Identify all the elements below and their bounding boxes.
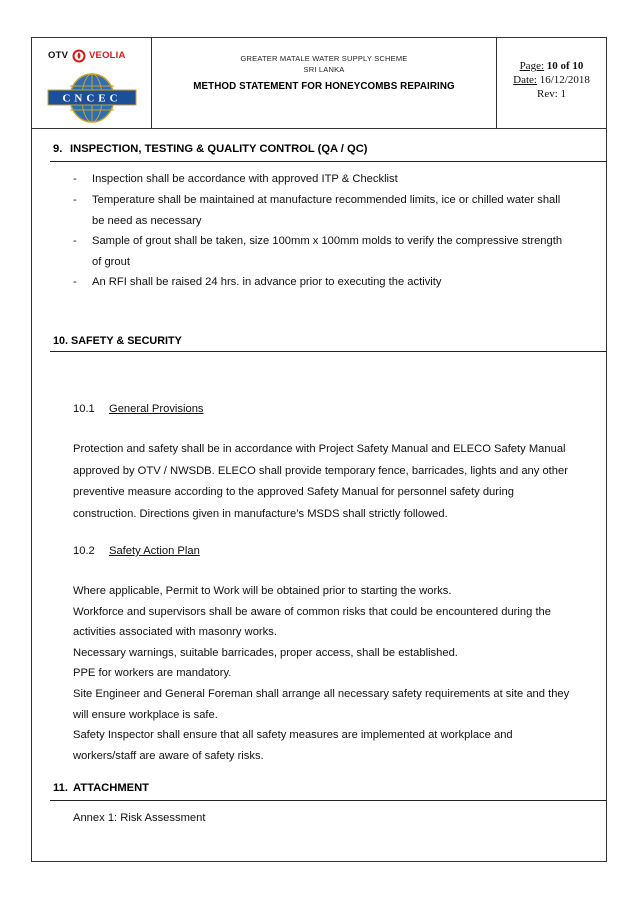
subsection-10-2-heading: 10.2 Safety Action Plan bbox=[73, 545, 200, 557]
page-info-block bbox=[497, 38, 606, 128]
veolia-drop-icon bbox=[72, 49, 86, 63]
veolia-logo-text: VEOLIA bbox=[89, 50, 126, 61]
logo-area bbox=[32, 38, 152, 128]
document-title: METHOD STATEMENT FOR HONEYCOMBS REPAIRING bbox=[193, 81, 455, 92]
section-9-heading: 9. INSPECTION, TESTING & QUALITY CONTROL (QA / QC) bbox=[53, 143, 368, 155]
attachment-text: Annex 1: Risk Assessment bbox=[73, 812, 206, 824]
revision: Rev: 1 bbox=[536, 88, 567, 100]
cncec-logo-text: CNCEC bbox=[62, 92, 122, 105]
safety-action-plan-paragraph: Where applicable, Permit to Work will be obtained prior to starting the works. Workforce and supervisors shall be aware of common risks that could be encountered during the activities associated with masonry works. Necessary warnings, suitable barricades, proper access, shall be established. PPE for workers are mandatory. Site Engineer and General Foreman shall arrange all necessary safety requirements at site and they will ensure workplace is safe. Safety Inspector shall ensure that all safety measures are implemented at workplace and workers/staff are aware of safety risks. bbox=[73, 585, 570, 762]
section-11-heading: 11. ATTACHMENT bbox=[53, 782, 150, 794]
document-header bbox=[31, 37, 607, 129]
section-9-rule bbox=[50, 161, 607, 162]
header-title-block bbox=[152, 38, 497, 128]
section-10-rule bbox=[50, 351, 607, 352]
project-name: GREATER MATALE WATER SUPPLY SCHEME bbox=[240, 54, 408, 63]
page-number: Page: 10 of 10 bbox=[519, 60, 584, 72]
otv-logo-text: OTV bbox=[48, 50, 69, 61]
section-11-rule bbox=[50, 800, 607, 801]
section-10-heading: 10. SAFETY & SECURITY bbox=[53, 335, 182, 347]
cncec-globe-logo-icon bbox=[44, 72, 140, 124]
general-provisions-paragraph: Protection and safety shall be in accordance with Project Safety Manual and ELECO Safety Manual approved by OTV / NWSDB. ELECO shall provide temporary fence, barricades, lights and any other preventive measure according to the approved Safety Manual for personnel safety during construction. Directions given in manufacture’s MSDS shall strictly followed. bbox=[73, 443, 568, 520]
subsection-10-1-heading: 10.1 General Provisions bbox=[73, 403, 204, 415]
document-date: Date: 16/12/2018 bbox=[513, 74, 590, 86]
project-country: SRI LANKA bbox=[303, 65, 345, 74]
